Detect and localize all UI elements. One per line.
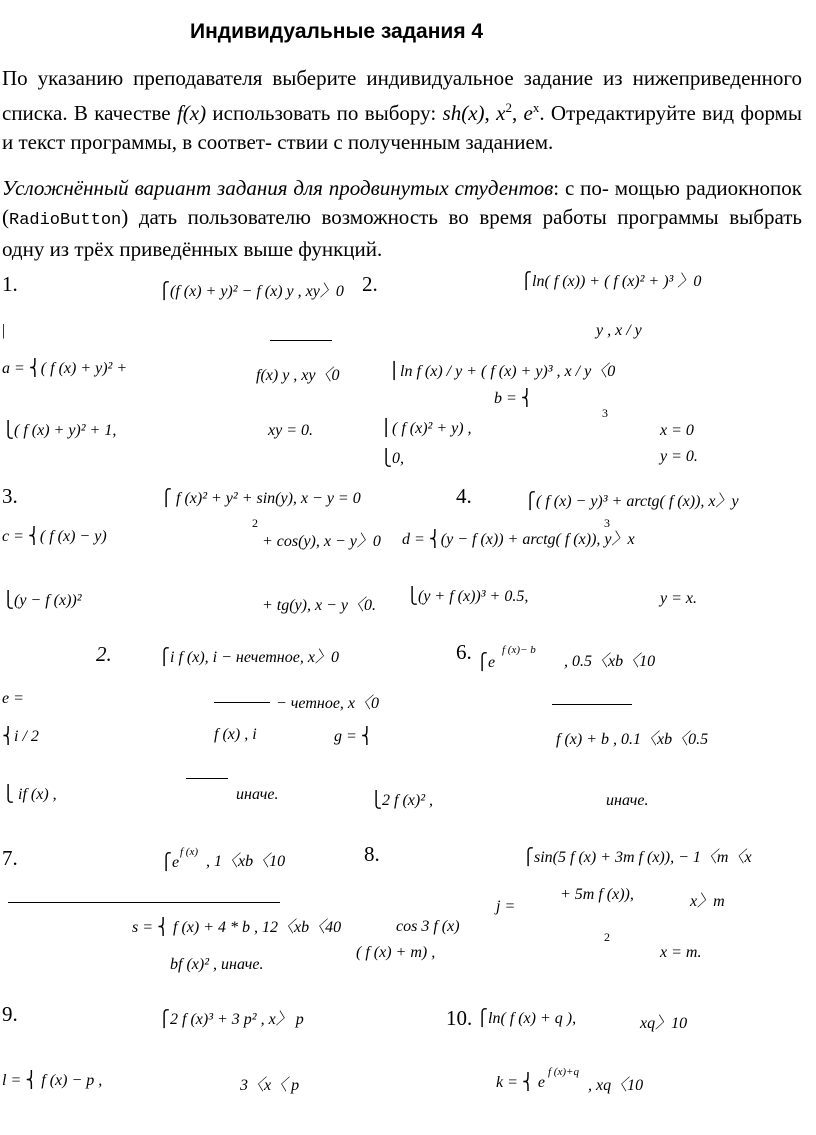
task-4-row-3b: y = x. <box>660 590 697 607</box>
task-1-row-1: ⎧(f (x) + y)² − f (x) y , xy〉0 <box>158 283 344 300</box>
task-2-row-3: ⎪( f (x)² + y) , <box>380 420 472 437</box>
option-sh: sh(x) <box>442 101 485 125</box>
advanced-text-1: : с по- мощью радиокнопок ( <box>2 176 802 229</box>
task-3-row-1: ⎧ f (x)² + y² + sin(y), x − y = 0 <box>160 490 361 507</box>
intro-fx: f(x) <box>176 101 207 125</box>
task-8-two: 2 <box>604 930 610 944</box>
advanced-label: Усложнённый вариант задания для продвинутых студентов <box>2 176 554 200</box>
task-6-exponent: f (x)− b <box>502 644 536 656</box>
task-5-row-4b: иначе. <box>236 786 279 803</box>
task-10-row-1: ⎧ln( f (x) + q ), <box>476 1010 577 1027</box>
task-1-row-3: ⎩( f (x) + y)² + 1, <box>2 422 117 439</box>
option-x2-sup: 2 <box>505 100 512 115</box>
task-10-number: 10. <box>446 1006 473 1030</box>
task-9-lhs: l = ⎨ f (x) − p , <box>2 1072 103 1089</box>
task-9-row-1: ⎧2 f (x)³ + 3 p² , x〉 p <box>158 1011 304 1028</box>
task-3-row-3: ⎩(y − f (x))² <box>2 592 82 609</box>
sqrt-bar <box>186 778 228 779</box>
task-2-row-4b: y = 0. <box>660 448 698 465</box>
task-5-row-2: − четное, x〈0 <box>276 695 380 712</box>
task-4-row-2: d = ⎨(y − f (x)) + arctg( f (x)), y〉x <box>402 531 635 548</box>
task-2-row-1b: y , x / y <box>596 322 642 339</box>
task-9-row-2b: 3〈x〈 p <box>240 1077 300 1094</box>
fraction-bar <box>214 702 270 703</box>
task-3-lhs: c = ⎨( f (x) − y) <box>2 528 107 545</box>
task-3-number: 3. <box>2 484 18 508</box>
task-6-row-1: ⎧e <box>476 654 496 671</box>
task-3-row-2: + cos(y), x − y〉0 <box>262 533 381 550</box>
task-10-row-1b: xq〉10 <box>640 1015 688 1032</box>
option-ex: e <box>523 101 533 125</box>
task-6-row-1b: , 0.5〈xb〈10 <box>564 653 656 670</box>
task-8-cos: cos 3 f (x) <box>396 918 460 935</box>
task-3-row-3b: + tg(y), x − y〈0. <box>262 597 377 614</box>
task-2-row-2: ⎪ln f (x) / y + ( f (x) + y)³ , x / y〈0 <box>388 363 616 380</box>
task-1-row-2: f(x) y , xy〈0 <box>256 367 340 384</box>
task-2-lhs: b = ⎨ <box>494 390 533 407</box>
task-7-lhs: s = ⎨ f (x) + 4 * b , 12〈xb〈40 <box>132 919 342 936</box>
task-7-row-1b: , 1〈xb〈10 <box>206 853 286 870</box>
task-10-row-2b: , xq〈10 <box>588 1077 644 1094</box>
task-2-row-3b: x = 0 <box>660 422 694 439</box>
option-ex-sup: x <box>532 100 540 115</box>
task-10-exponent: f (x)+q <box>548 1066 579 1078</box>
task-5-lhs: e = <box>2 690 24 707</box>
task-7-exponent: f (x) <box>180 846 199 858</box>
task-4-row-3: ⎩(y + f (x))³ + 0.5, <box>406 588 529 605</box>
task-7-number: 7. <box>2 846 18 870</box>
advanced-text-2: ) дать пользователю возможность во время работы программы выбрать одну из трёх приведённых выше функций. <box>2 205 802 261</box>
task-6-row-3: ⎩2 f (x)² , <box>370 792 433 809</box>
task-8-row-1: ⎧sin(5 f (x) + 3m f (x)), − 1〈m〈x <box>522 849 752 866</box>
task-2-three: 3 <box>602 406 608 420</box>
sep: , <box>511 101 518 125</box>
task-5-row-4a: ⎩ if (x) , <box>2 786 57 803</box>
task-9-number: 9. <box>2 1002 18 1026</box>
intro-paragraph <box>2 64 802 157</box>
task-7-row-3: bf (x)² , иначе. <box>170 956 264 973</box>
task-8-number: 8. <box>364 842 380 866</box>
task-10-lhs: k = ⎨ e <box>496 1074 545 1091</box>
task-1-row-3b: xy = 0. <box>268 422 313 439</box>
task-1-number: 1. <box>2 272 18 296</box>
task-5-number: 2. <box>96 642 112 666</box>
task-1-lhs: a = ⎨( f (x) + y)² + <box>2 360 128 377</box>
fraction-bar <box>552 704 632 705</box>
intro-text-1: По указанию преподавателя выберите индивидуальное задание из нижеприведенного списка. В качестве <box>2 66 802 125</box>
task-5-row-1: ⎧i f (x), i − нечетное, x〉0 <box>158 649 339 666</box>
sep: , <box>484 101 490 125</box>
task-2-row-1: ⎧ln( f (x)) + ( f (x)² + )³ 〉0 <box>520 273 702 290</box>
option-x2: x <box>496 101 506 125</box>
radiobutton-code: RadioButton <box>9 211 122 230</box>
task-2-row-4: ⎩0, <box>380 450 404 467</box>
task-4-row-1: ⎧( f (x) − y)³ + arctg( f (x)), x〉y <box>524 493 739 510</box>
task-8-row-3b: x = m. <box>660 944 702 961</box>
task-8-row-2: + 5m f (x)), <box>560 886 634 903</box>
task-6-row-3b: иначе. <box>606 792 649 809</box>
task-7-row-1: ⎧e <box>160 854 180 871</box>
task-8-row-2b: x〉m <box>690 893 725 910</box>
brace-piece: | <box>2 322 6 339</box>
task-3-two: 2 <box>252 516 258 530</box>
fraction-bar <box>270 340 332 341</box>
task-5-row-3b: f (x) , i <box>214 726 257 743</box>
task-8-lhs: j = <box>496 898 516 915</box>
task-6-row-2: f (x) + b , 0.1〈xb〈0.5 <box>556 731 709 748</box>
task-6-lhs: g = ⎨ <box>334 728 373 745</box>
task-8-row-3: ( f (x) + m) , <box>356 944 436 961</box>
task-2-number: 2. <box>362 272 378 296</box>
task-6-number: 6. <box>456 640 472 664</box>
intro-text-2: использовать по выбору: <box>212 101 437 125</box>
fraction-bar <box>8 902 280 903</box>
intro-text-3: . Отредактируйте вид формы и текст программы, в соответ- ствии с полученным заданием. <box>2 101 803 154</box>
task-4-three: 3 <box>604 516 610 530</box>
page-title: Индивидуальные задания 4 <box>190 20 484 43</box>
task-5-row-3a: ⎨i / 2 <box>2 728 39 745</box>
task-4-number: 4. <box>456 484 472 508</box>
advanced-paragraph <box>2 174 802 264</box>
